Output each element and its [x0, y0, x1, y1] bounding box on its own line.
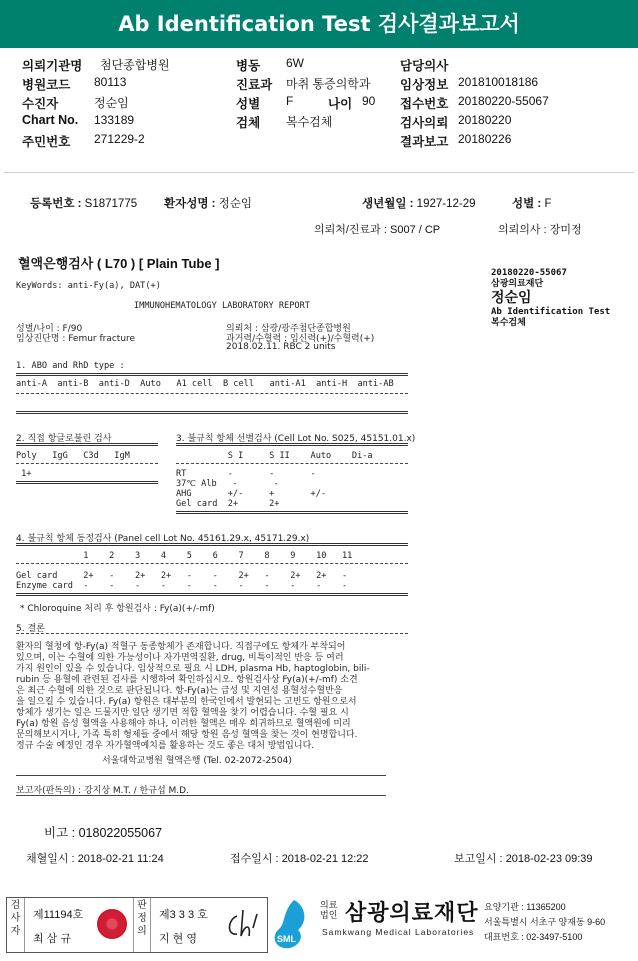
report-time-value: 2018-02-23 09:39 — [505, 853, 593, 865]
ident-enzyme-row: Enzyme card - - - - - - - - - - - — [16, 581, 348, 591]
examiner-name: 최 삼 규 — [33, 933, 71, 945]
referring-doctor-value: 장미정 — [549, 224, 582, 236]
dept-value: S007 / CP — [390, 224, 441, 236]
note-value: 018022055067 — [78, 826, 163, 840]
org-prefix-line: 의료 — [320, 900, 338, 910]
org-english-name: Samkwang Medical Laboratories — [322, 927, 475, 937]
clinical-info-label: 임상정보 — [400, 78, 449, 92]
address: 서울특별시 서초구 양재동 9-60 — [484, 917, 606, 927]
conclusion-line: 환자의 혈청에 항-Fy(a) 적혈구 동종항체가 존재합니다. 직접구에도 항체가 부착되어 — [16, 642, 346, 652]
stamp-line: 정순임 — [491, 290, 532, 306]
reg-no: S1871775 — [84, 198, 138, 210]
diagnosis-line: 임상진단명 : Femur fracture — [16, 334, 136, 344]
collect-value: 2018-02-21 11:24 — [77, 853, 164, 865]
reviewer-name: 지 현 영 — [159, 933, 197, 945]
report-title: IMMUNOHEMATOLOGY LABORATORY REPORT — [134, 301, 310, 311]
test-request-label: 검사의뢰 — [400, 116, 449, 130]
stamp-line: Ab Identification Test — [491, 307, 611, 317]
divider — [16, 633, 408, 634]
org-name: 삼광의료재단 — [345, 901, 479, 926]
screen-row: Gel card 2+ 2+ — [176, 499, 280, 509]
reporter: 보고자(판독의) : 강지상 M.T. / 한규섭 M.D. — [16, 786, 189, 796]
divider — [176, 511, 408, 514]
conclusion-title: 5. 결론 — [16, 624, 45, 634]
org-address — [484, 900, 605, 945]
reviewer-title: 판정의 — [133, 898, 151, 952]
screen-title: 3. 불규칙 항체 선별검사 (Cell Lot No. S025, 45151.01.x) — [176, 434, 416, 444]
report-sex-value: F — [544, 198, 552, 210]
requester-value: 첨단종합병원 — [100, 58, 170, 72]
document-title: Ab Identification Test 검사결과보고서 — [0, 0, 638, 48]
hospital-code-label: 병원코드 — [22, 78, 71, 92]
divider — [16, 481, 158, 484]
ward-label: 병동 — [236, 59, 261, 73]
divider — [16, 795, 386, 796]
chart-no-value: 133189 — [94, 113, 135, 127]
conclusion-line: Fy(a) 항원 음성 혈액을 사용해야 하나, 이러한 혈액은 매우 희귀하므로 혈액원에 미리 — [16, 719, 351, 729]
phone: 대표번호 : 02-3497-5100 — [484, 932, 583, 942]
ident-title: 4. 불규칙 항체 동정검사 (Panel cell Lot No. 45161.29.x, 45171.29.x) — [16, 534, 310, 544]
ident-gel-row: Gel card 2+ - 2+ 2+ - - 2+ - 2+ 2+ - — [16, 571, 348, 581]
history-line: 과거력/수혈력 : 임신력(+)/수혈력(+) — [226, 334, 375, 344]
specimen-label: 검체 — [236, 116, 261, 130]
section-title: 혈액은행검사 ( L70 ) [ Plain Tube ] — [18, 256, 220, 271]
stamp-line: 삼광의료재단 — [491, 279, 544, 289]
patient-label: 환자성명 : — [164, 198, 216, 210]
stamp-line: 복수검체 — [491, 318, 526, 328]
conclusion-line: 있으며, 이는 수혈에 의한 가능성이나 자가면역질환, drug, 비특이적인 반응 등 여러 — [16, 653, 344, 663]
sex-age-line: 성별/나이 : F/90 — [16, 324, 83, 334]
org-prefix — [320, 900, 337, 920]
chloroquine-note: * Chloroquine 처리 후 항원검사 : Fy(a)(+/-mf) — [20, 604, 215, 614]
referrer-line: 의뢰처 : 삼광/광주첨단종합병원 — [226, 324, 351, 334]
sml-logo-icon — [272, 898, 312, 950]
divider — [16, 393, 408, 394]
specimen-stamp — [491, 268, 616, 329]
hospital-code-value: 80113 — [94, 75, 127, 89]
signature-icon — [223, 906, 263, 944]
dob-label: 생년월일 : — [362, 198, 414, 210]
reg-label: 등록번호 : — [30, 198, 82, 210]
signature-box — [6, 897, 268, 953]
stamp-line: 20180220-55067 — [491, 268, 567, 278]
divider — [16, 563, 408, 564]
blood-bank: 서울대학교병원 혈액은행 (Tel. 02-2072-2504) — [102, 756, 292, 766]
screen-row: RT - - - — [176, 469, 316, 479]
examiner-title: 검사자 — [7, 898, 25, 952]
resident-no-label: 주민번호 — [22, 135, 71, 149]
screen-row: 37℃ Alb - - — [176, 479, 279, 489]
divider — [16, 543, 408, 546]
logo-text: SML — [277, 934, 296, 944]
resident-no-value: 271229-2 — [94, 132, 145, 146]
dat-title: 2. 직접 항글로불린 검사 — [16, 434, 112, 444]
examiner-no: 제11194호 — [33, 909, 84, 921]
divider — [16, 463, 158, 464]
examinee-value: 정순임 — [94, 96, 129, 110]
divider — [16, 443, 158, 446]
dat-columns: Poly IgG C3d IgM — [16, 451, 130, 461]
conclusion-line: 은 최근 수혈에 의한 것으로 판단됩니다. 항-Fy(a)는 급성 및 지연성 용혈성수혈반응 — [16, 686, 343, 696]
patient-name: 정순임 — [218, 198, 252, 210]
org-prefix-line: 법인 — [320, 910, 338, 920]
screen-header: S I S II Auto Di-a — [176, 451, 373, 461]
institution-no: 요양기관 : 11365200 — [484, 902, 566, 912]
conclusion-line: 항체가 생기는 일은 드물지만 일단 생기면 적합 혈액을 찾기 어렵습니다. 수혈 필요 시 — [16, 708, 349, 718]
specimen-value: 복수검체 — [286, 115, 333, 129]
clinical-info-value: 201810018186 — [458, 75, 539, 89]
receive-value: 2018-02-21 12:22 — [281, 853, 369, 865]
conclusion-line: rubin 등 용혈에 관련된 검사를 시행하여 확인하십시오. 항원검사상 Fy(a)(+/-mf) 소견 — [16, 675, 358, 685]
ident-header: 1 2 3 4 5 6 7 8 9 10 11 — [16, 551, 353, 561]
divider — [16, 411, 408, 414]
lab-report — [4, 172, 634, 890]
seal-icon — [97, 909, 127, 939]
abo-columns: anti-A anti-B anti-D Auto A1 cell B cell anti-A1 anti-H anti-AB — [16, 379, 394, 389]
patient-header — [22, 54, 622, 149]
sex-label: 성별 — [236, 97, 261, 111]
examinee-label: 수진자 — [22, 97, 59, 111]
divider — [176, 463, 408, 464]
department-label: 진료과 — [236, 78, 273, 92]
result-report-value: 20180226 — [458, 132, 512, 146]
conclusion-line: 을 일으킬 수 있습니다. Fy(a) 항원은 대부분의 한국인에서 발현되는 고빈도 항원으로서 — [16, 697, 357, 707]
conclusion-line: 정규 수술 예정인 경우 자가혈액예치를 활용하는 것도 좋은 대처 방법입니다. — [16, 741, 315, 751]
report-sex-label: 성별 : — [512, 198, 542, 210]
divider — [176, 443, 408, 446]
keywords: KeyWords: anti-Fy(a), DAT(+) — [16, 281, 161, 291]
abo-title: 1. ABO and RhD type : — [16, 361, 125, 371]
divider — [16, 775, 386, 776]
requester-label: 의뢰기관명 — [22, 59, 83, 73]
dob-value: 1927-12-29 — [416, 198, 476, 210]
note-label: 비고 : — [44, 826, 76, 840]
conclusion-line: 가지 원인이 있을 수 있습니다. 임상적으로 필요 시 LDH, plasma Hb, haptoglobin, bili- — [16, 664, 370, 674]
transfusion-line: 2018.02.11. RBC 2 units — [226, 342, 336, 352]
sex-value: F — [286, 94, 294, 108]
dat-values: 1+ — [16, 469, 32, 479]
report-time-label: 보고일시 : — [454, 853, 503, 865]
divider — [16, 373, 408, 376]
chart-no-label: Chart No. — [22, 113, 79, 127]
test-request-value: 20180220 — [458, 113, 512, 127]
age-value: 90 — [362, 94, 376, 108]
footer — [0, 894, 638, 961]
receipt-no-label: 접수번호 — [400, 97, 449, 111]
divider — [16, 593, 408, 596]
collect-label: 채혈일시 : — [26, 853, 75, 865]
screen-row: AHG +/- + +/- — [176, 489, 327, 499]
result-report-label: 결과보고 — [400, 135, 449, 149]
conclusion-line: 문의해보시거나, 가족 특히 형제들 중에서 해당 항원 음성 혈액을 찾는 것이 현명합니다. — [16, 730, 358, 740]
referring-doctor-label: 의뢰의사 : — [498, 224, 547, 236]
dept-label: 의뢰처/진료과 : — [314, 224, 387, 236]
ward-value: 6W — [286, 56, 304, 70]
age-label: 나이 — [328, 97, 353, 111]
doctor-label: 담당의사 — [400, 59, 449, 73]
receive-label: 접수일시 : — [230, 853, 279, 865]
reviewer-no: 제3 3 3 호 — [159, 909, 208, 921]
department-value: 마취 통증의학과 — [286, 77, 371, 91]
receipt-no-value: 20180220-55067 — [458, 94, 549, 108]
